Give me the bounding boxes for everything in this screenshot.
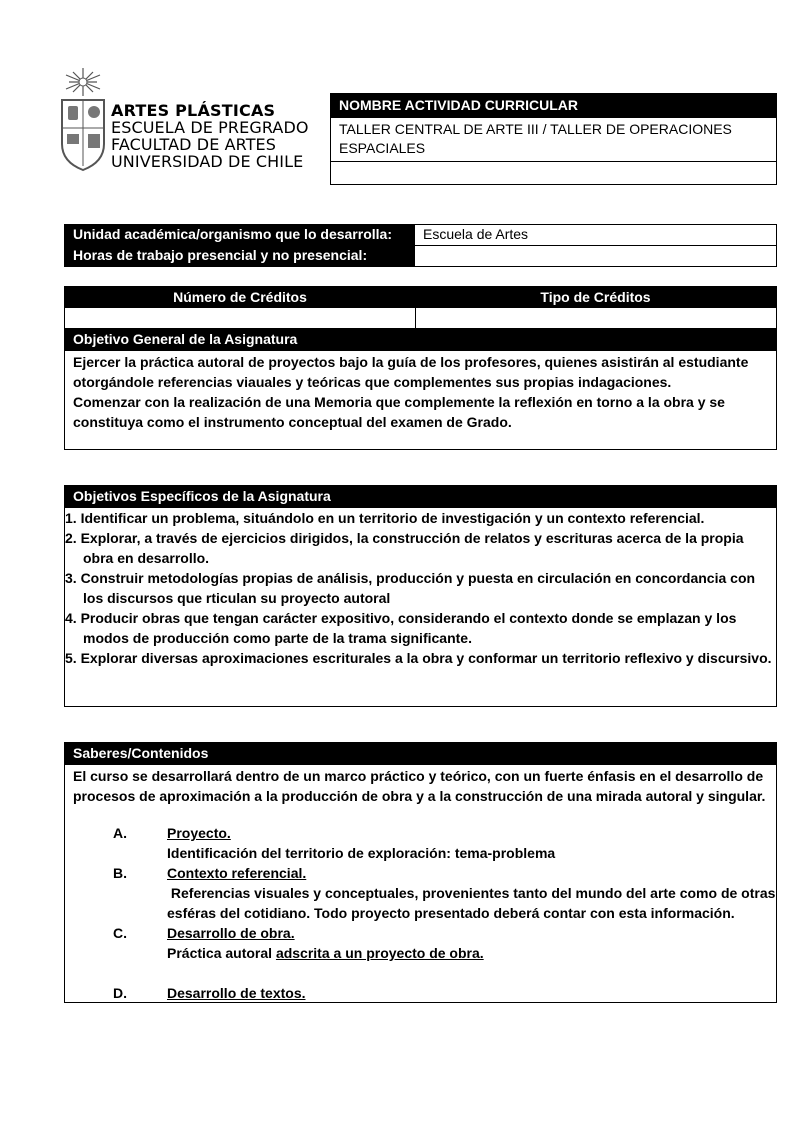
contents-header: Saberes/Contenidos [65, 743, 776, 765]
content-item-title: Proyecto. [167, 825, 231, 841]
credits-table [64, 286, 777, 329]
contents-intro-line: procesos de aproximación a la producción de obra y a la construcción de una mirada autoral y singular. [73, 788, 766, 804]
credits-type-value [416, 308, 776, 328]
content-item-letter: C. [113, 925, 127, 941]
contents-intro-line: El curso se desarrollará dentro de un marco práctico y teórico, con un fuerte énfasis en el desarrollo de [73, 768, 764, 784]
content-item-title: Desarrollo de obra. [167, 925, 295, 941]
content-item-c [65, 923, 776, 963]
content-item-letter: A. [113, 825, 127, 841]
content-item-d [65, 983, 776, 1003]
list-item: 1. Identificar un problema, situándolo en un territorio de investigación y un contexto referencial. [65, 510, 705, 526]
general-objective-section [64, 328, 777, 450]
hours-row [65, 246, 776, 266]
credits-number-header: Número de Créditos [65, 287, 415, 308]
unit-value: Escuela de Artes [423, 226, 529, 242]
contents-section [64, 742, 780, 1003]
specific-objectives-header: Objetivos Específicos de la Asignatura [65, 486, 776, 508]
activity-header: NOMBRE ACTIVIDAD CURRICULAR [331, 94, 776, 118]
list-item: 5. Explorar diversas aproximaciones escriturales a la obra y conformar un territorio reflexivo y discursivo. [65, 650, 772, 666]
content-item-letter: B. [113, 865, 127, 881]
logo-line-artes: ARTES PLÁSTICAS [111, 101, 276, 120]
content-item-desc-prefix: Práctica autoral [167, 945, 276, 961]
activity-title-line1: TALLER CENTRAL DE ARTE III / TALLER DE OPERACIONES [339, 121, 732, 137]
content-item-desc [167, 943, 776, 963]
contents-intro [65, 765, 776, 807]
contents-items [65, 823, 780, 1003]
content-item-a [65, 823, 776, 863]
content-item-b [65, 863, 780, 923]
hours-value [415, 246, 776, 266]
content-item-title: Desarrollo de textos. [167, 985, 306, 1001]
unit-row [65, 225, 776, 246]
credits-number-value [65, 308, 416, 328]
general-objective-line: otorgándole referencias viauales y teóricas que complementes sus propias indagaciones. [73, 374, 672, 390]
specific-objectives-section [64, 485, 777, 707]
general-objective-line: constituya como el instrumento conceptual del examen de Grado. [73, 414, 512, 430]
activity-title [331, 118, 776, 162]
content-item-desc-underlined: adscrita a un proyecto de obra. [275, 945, 484, 961]
logo-line-universidad: UNIVERSIDAD DE CHILE [111, 152, 304, 171]
logo-line-escuela: ESCUELA DE PREGRADO [111, 118, 309, 137]
content-item-title: Contexto referencial. [167, 865, 307, 881]
school-logo-text [111, 102, 309, 170]
list-item: 2. Explorar, a través de ejercicios dirigidos, la construcción de relatos y escrituras acerca de la propia obra en desarrollo. [65, 530, 744, 566]
content-item-desc: Referencias visuales y conceptuales, provenientes tanto del mundo del arte como de otras esféras del cotidiano. Todo proyecto presentado deberá contar con esta información. [167, 885, 780, 921]
logo-line-facultad: FACULTAD DE ARTES [111, 135, 277, 154]
university-emblem-icon [58, 66, 108, 172]
general-objective-text [65, 351, 776, 433]
general-objective-header: Objetivo General de la Asignatura [65, 329, 776, 351]
hours-label: Horas de trabajo presencial y no presencial: [65, 246, 415, 266]
unit-label: Unidad académica/organismo que lo desarrolla: [65, 225, 415, 245]
activity-title-line2: ESPACIALES [339, 140, 426, 156]
curricular-activity-box [330, 93, 777, 185]
content-item-desc: Identificación del territorio de exploración: tema-problema [167, 845, 556, 861]
general-objective-line: Ejercer la práctica autoral de proyectos bajo la guía de los profesores, quienes asistirán al estudiante [73, 354, 749, 370]
list-item: 3. Construir metodologías propias de análisis, producción y puesta en circulación en concordancia con los discursos que rticulan su proyecto autoral [65, 570, 756, 606]
list-item: 4. Producir obras que tengan carácter expositivo, considerando el contexto donde se emplazan y los modos de producción como parte de la trama significante. [65, 610, 737, 646]
academic-unit-table [64, 224, 777, 267]
content-item-letter: D. [113, 985, 127, 1001]
credits-type-header: Tipo de Créditos [415, 287, 776, 308]
general-objective-line: Comenzar con la realización de una Memoria que complemente la reflexión en torno a la obra y se [73, 394, 725, 410]
specific-objectives-list [65, 508, 776, 668]
